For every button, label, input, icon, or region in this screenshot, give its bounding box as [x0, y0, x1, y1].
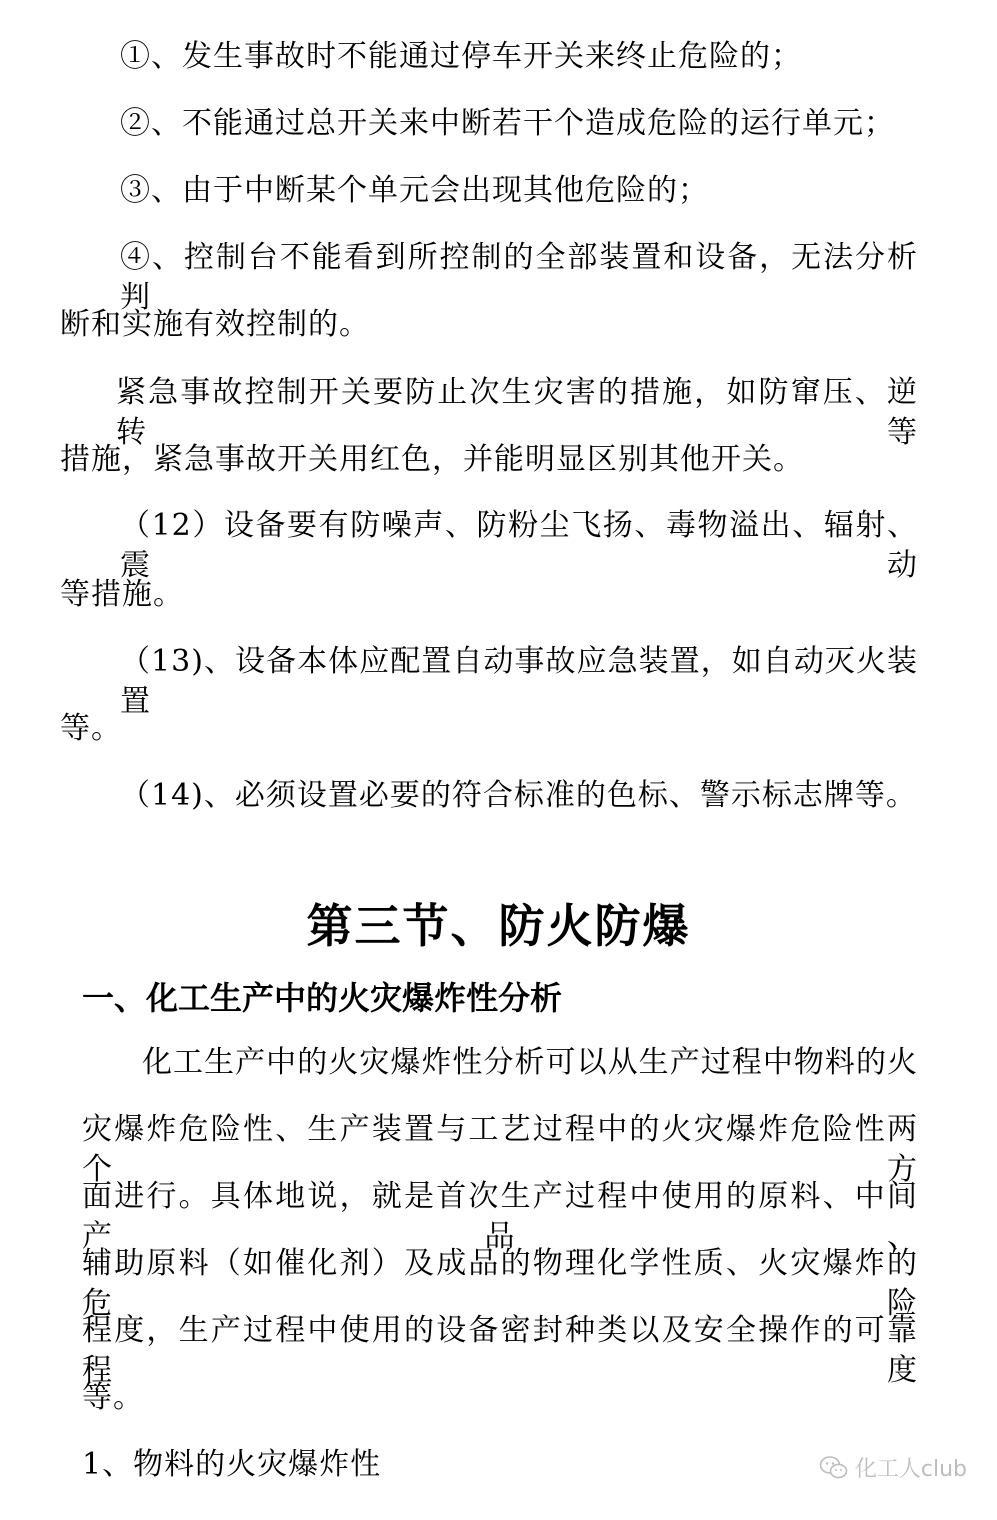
item-13-line1: （13)、设备本体应配置自动事故应急装置，如自动灭火装置	[120, 644, 918, 719]
analysis-line-5: 程度，生产过程中使用的设备密封种类以及安全操作的可靠程度	[82, 1313, 918, 1388]
item-12-line2: 等措施。	[60, 577, 184, 612]
list-item-1: ①、发生事故时不能通过停车开关来终止危险的；	[120, 39, 802, 74]
point-1-heading: 1、物料的火灾爆炸性	[82, 1447, 382, 1482]
item-12-line1: （12）设备要有防噪声、防粉尘飞扬、毒物溢出、辐射、震动	[120, 508, 918, 583]
section-title: 第三节、防火防爆	[306, 899, 691, 953]
analysis-line-2: 灾爆炸危险性、生产装置与工艺过程中的火灾爆炸危险性两个方	[82, 1112, 918, 1187]
list-item-3: ③、由于中断某个单元会出现其他危险的；	[120, 173, 709, 208]
wechat-icon	[819, 1455, 849, 1481]
list-item-2: ②、不能通过总开关来中断若干个造成危险的运行单元；	[120, 106, 895, 141]
analysis-line-4: 辅助原料（如催化剂）及成品的物理化学性质、火灾爆炸的危险	[82, 1246, 918, 1321]
analysis-line-1: 化工生产中的火灾爆炸性分析可以从生产过程中物料的火	[142, 1045, 918, 1080]
emergency-paragraph-line1: 紧急事故控制开关要防止次生灾害的措施，如防窜压、逆转等	[116, 375, 918, 450]
emergency-paragraph-line2: 措施，紧急事故开关用红色，并能明显区别其他开关。	[60, 442, 804, 477]
watermark	[819, 1452, 967, 1483]
item-13-line2: 等。	[60, 711, 122, 746]
analysis-line-3: 面进行。具体地说，就是首次生产过程中使用的原料、中间产品、	[82, 1179, 918, 1254]
list-item-4-line2: 断和实施有效控制的。	[60, 307, 370, 342]
analysis-line-6: 等。	[82, 1380, 144, 1415]
item-14: （14)、必须设置必要的符合标准的色标、警示标志牌等。	[120, 778, 917, 813]
watermark-text: 化工人club	[854, 1457, 967, 1482]
list-item-4-line1: ④、控制台不能看到所控制的全部装置和设备，无法分析判	[120, 240, 918, 315]
subsection-heading: 一、化工生产中的火灾爆炸性分析	[82, 979, 563, 1017]
